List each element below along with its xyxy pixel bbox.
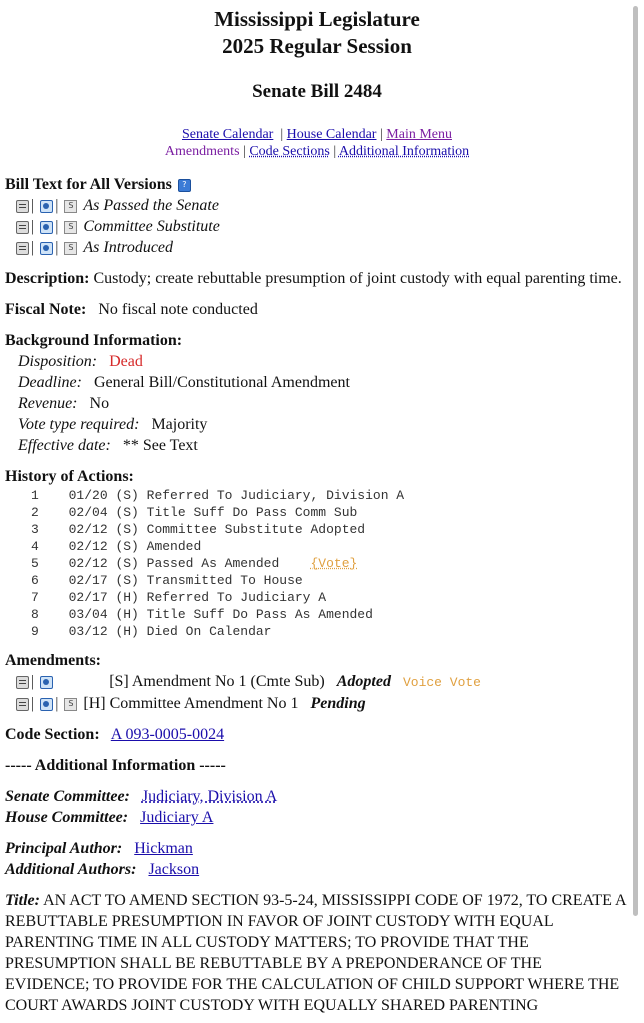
history-row: [5, 504, 629, 521]
history-date: 02/12: [68, 556, 108, 571]
history-date: 02/17: [68, 573, 108, 588]
history-action: Transmitted To House: [146, 573, 303, 588]
summary-icon[interactable]: S: [64, 221, 77, 234]
version-label: Committee Substitute: [83, 218, 220, 235]
background-heading: Background Information:: [5, 332, 183, 349]
amendment-row: | [S] Amendment No 1 (Cmte Sub) Adopted Voice Vote: [5, 671, 629, 693]
version-row: | | S As Passed the Senate: [5, 195, 629, 216]
pdf-document-icon[interactable]: [40, 200, 53, 213]
history-action: Referred To Judiciary, Division A: [146, 488, 405, 503]
history-chamber: (H): [115, 624, 139, 639]
history-date: 02/04: [68, 505, 108, 520]
legislature-title: Mississippi Legislature: [214, 7, 420, 31]
bill-page: [5, 0, 629, 1016]
history-action: Referred To Judiciary A: [146, 590, 327, 605]
history-number: 2: [31, 505, 39, 520]
history-chamber: (S): [115, 539, 139, 554]
history-row: [5, 572, 629, 589]
history-date: 02/12: [68, 539, 108, 554]
history-date: 03/04: [68, 607, 108, 622]
nav-row-2: [5, 143, 629, 160]
html-document-icon[interactable]: [16, 698, 29, 711]
version-row: | | S As Introduced: [5, 237, 629, 258]
senate-committee-row: Senate Committee: Judiciary, Division A: [5, 788, 278, 805]
nav-separator: |: [243, 144, 246, 159]
history-row: [5, 521, 629, 538]
help-icon[interactable]: ?: [178, 179, 191, 192]
amendments-heading: Amendments:: [5, 652, 101, 669]
versions-heading: Bill Text for All Versions: [5, 176, 172, 193]
additional-information-link[interactable]: Additional Information: [338, 144, 470, 159]
principal-author-row: Principal Author: Hickman: [5, 840, 193, 857]
summary-icon[interactable]: S: [64, 200, 77, 213]
amendment-row: | | S [H] Committee Amendment No 1 Pending: [5, 693, 629, 714]
description: [5, 268, 629, 289]
vote-type-row: Vote type required: Majority: [18, 416, 208, 433]
history-action: Title Suff Do Pass As Amended: [146, 607, 373, 622]
version-label: As Introduced: [83, 239, 174, 256]
code-sections-link[interactable]: Code Sections: [249, 144, 330, 159]
bill-title: [5, 890, 629, 1016]
history-chamber: (S): [115, 556, 139, 571]
history-number: 5: [31, 556, 39, 571]
house-committee-link[interactable]: Judiciary A: [140, 809, 214, 826]
amendment-title: [S] Amendment No 1 (Cmte Sub): [109, 673, 325, 690]
summary-icon[interactable]: S: [64, 242, 77, 255]
vote-link[interactable]: {Vote}: [310, 556, 358, 571]
deadline-row: Deadline: General Bill/Constitutional Amendment: [18, 374, 350, 391]
additional-information-heading: ----- Additional Information -----: [5, 757, 226, 774]
history-number: 4: [31, 539, 39, 554]
history-number: 9: [31, 624, 39, 639]
html-document-icon[interactable]: [16, 676, 29, 689]
nav-separator: |: [276, 127, 284, 142]
history-row: [5, 589, 629, 606]
versions-heading-row: [5, 174, 629, 195]
history-row: [5, 487, 629, 504]
history-chamber: (H): [115, 607, 139, 622]
amendment-title: [H] Committee Amendment No 1: [83, 695, 299, 712]
senate-calendar-link[interactable]: Senate Calendar: [181, 127, 274, 142]
house-committee-row: House Committee: Judiciary A: [5, 809, 214, 826]
fiscal-note-text: No fiscal note conducted: [98, 301, 258, 318]
senate-committee-link[interactable]: Judiciary, Division A: [141, 788, 278, 805]
summary-icon[interactable]: S: [64, 698, 77, 711]
pdf-document-icon[interactable]: [40, 221, 53, 234]
scrollbar[interactable]: [633, 6, 638, 916]
history-number: 1: [31, 488, 39, 503]
disposition-value: Dead: [109, 353, 143, 370]
history-number: 7: [31, 590, 39, 605]
additional-authors-row: Additional Authors: Jackson: [5, 861, 200, 878]
history-row: [5, 555, 629, 572]
nav-row-1: [5, 126, 629, 143]
code-section-link[interactable]: A 093-0005-0024: [110, 726, 225, 743]
nav-separator: |: [379, 127, 383, 142]
effective-date-value: ** See Text: [122, 437, 198, 454]
history-row: [5, 538, 629, 555]
pdf-document-icon[interactable]: [40, 698, 53, 711]
vote-type-value: Majority: [151, 416, 208, 433]
history-chamber: (S): [115, 573, 139, 588]
code-section-label: Code Section:: [5, 726, 100, 743]
principal-author-link[interactable]: Hickman: [134, 840, 193, 857]
history-action: Died On Calendar: [146, 624, 272, 639]
pdf-document-icon[interactable]: [40, 242, 53, 255]
history-date: 03/12: [68, 624, 108, 639]
history-number: 6: [31, 573, 39, 588]
history-action: Passed As Amended: [146, 556, 280, 571]
history-chamber: (S): [115, 505, 139, 520]
history-list: [5, 487, 629, 640]
nav-separator: |: [333, 144, 337, 159]
main-menu-link[interactable]: Main Menu: [386, 127, 452, 142]
amendments-link[interactable]: Amendments: [164, 144, 240, 159]
history-chamber: (S): [115, 488, 139, 503]
history-action: Title Suff Do Pass Comm Sub: [146, 505, 358, 520]
amendment-status: Pending: [310, 695, 366, 712]
version-row: | | S Committee Substitute: [5, 216, 629, 237]
disposition-row: Disposition: Dead: [18, 353, 143, 370]
additional-author-link[interactable]: Jackson: [148, 861, 200, 878]
history-date: 02/17: [68, 590, 108, 605]
revenue-row: Revenue: No: [18, 395, 110, 412]
code-section: [5, 724, 629, 745]
bill-title-label: Title:: [5, 892, 40, 909]
html-document-icon[interactable]: [16, 200, 29, 213]
deadline-value: General Bill/Constitutional Amendment: [93, 374, 350, 391]
history-row: [5, 623, 629, 640]
html-document-icon[interactable]: [16, 221, 29, 234]
version-label: As Passed the Senate: [83, 197, 219, 214]
pdf-document-icon[interactable]: [40, 676, 53, 689]
revenue-value: No: [89, 395, 110, 412]
history-heading: History of Actions:: [5, 468, 134, 485]
bill-number: Senate Bill 2484: [252, 81, 382, 102]
history-date: 01/20: [68, 488, 108, 503]
history-date: 02/12: [68, 522, 108, 537]
history-row: [5, 606, 629, 623]
history-action: Amended: [146, 539, 202, 554]
effective-date-row: Effective date: ** See Text: [18, 437, 198, 454]
amendment-vote: Voice Vote: [402, 675, 481, 690]
html-document-icon[interactable]: [16, 242, 29, 255]
history-number: 8: [31, 607, 39, 622]
history-chamber: (S): [115, 522, 139, 537]
house-calendar-link[interactable]: House Calendar: [286, 127, 377, 142]
session-title: 2025 Regular Session: [222, 34, 412, 58]
description-label: Description:: [5, 270, 90, 287]
bill-title-text: AN ACT TO AMEND SECTION 93-5-24, MISSISSIPPI CODE OF 1972, TO CREATE A REBUTTABLE PRESUMPTION IN FAVOR OF JOINT CUSTODY WITH EQUAL PARENTING TIME IN ALL CUSTODY MATTERS; TO PROVIDE THAT THE PRESUMPTION SHALL BE REBUTTABLE BY A PREPONDERANCE OF THE EVIDENCE; TO PROVIDE FOR THE CALCULATION OF CHILD SUPPORT WHERE THE COURT AWARDS JOINT CUSTODY WITH EQUALLY SHARED PARENTING: [5, 892, 626, 1014]
history-number: 3: [31, 522, 39, 537]
history-chamber: (H): [115, 590, 139, 605]
fiscal-note-label: Fiscal Note:: [5, 301, 87, 318]
description-text: Custody; create rebuttable presumption of joint custody with equal parenting time.: [93, 270, 622, 287]
fiscal-note: [5, 299, 629, 320]
amendment-status: Adopted: [336, 673, 391, 690]
history-action: Committee Substitute Adopted: [146, 522, 366, 537]
